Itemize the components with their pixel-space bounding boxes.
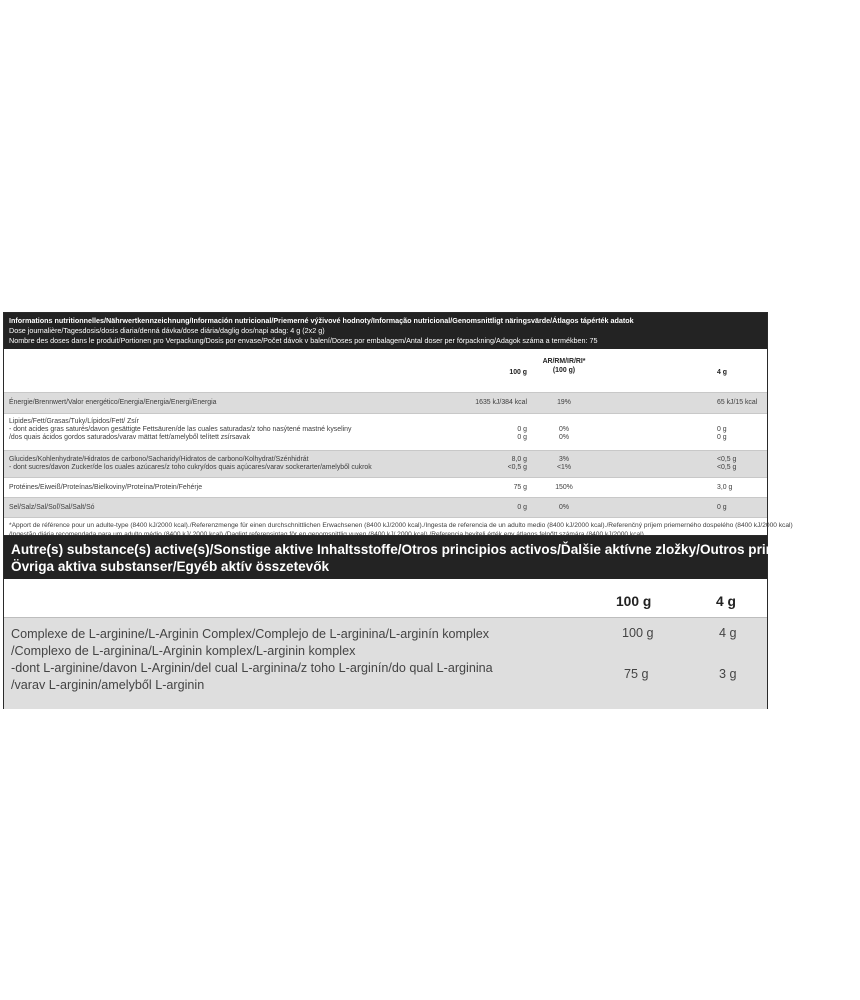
- value-ref: 150%: [555, 484, 573, 491]
- col-reference: AR/RM/IR/RI*: [542, 358, 586, 365]
- value-4g-sub: <0,5 g: [717, 464, 737, 471]
- value-4g: 0 g: [717, 504, 727, 511]
- row-sublabel: - dont acides gras saturés/davon gesättigte Fettsäuren/de las cuales saturadas/z toho nasýtené mastné kyseliny: [9, 426, 352, 433]
- row-carbs: [4, 450, 767, 477]
- value-100g: 75 g: [513, 484, 527, 491]
- substance-sub-label: -dont L-arginine/davon L-Arginin/del cual L-arginina/z toho L-arginín/do qual L-arginina: [11, 661, 493, 675]
- active-substances-header: [4, 536, 860, 579]
- value-4g: 4 g: [719, 626, 737, 640]
- nutrition-column-header: [4, 349, 767, 392]
- col-per100: 100 g: [509, 369, 527, 376]
- value-ref: 0%: [559, 426, 569, 433]
- active-title-line: Autre(s) substance(s) active(s)/Sonstige aktive Inhaltsstoffe/Otros principios activos/Ďalšie aktívne zložky/Outros princípios ativos/: [11, 542, 860, 557]
- substance-sub-label-cont: /varav L-arginin/amelyből L-arginin: [11, 678, 205, 692]
- col-per100: 100 g: [616, 594, 652, 609]
- servings-count: Nombre des doses dans le produit/Portionen pro Verpackung/Dosis por envase/Počet dávok v balení/Doses por embalagem/Antal doser per förpackning/Adagok száma a termékben: 75: [9, 336, 598, 345]
- value-100g-sub: 75 g: [624, 667, 649, 681]
- row-protein: [4, 477, 767, 497]
- value-100g: 100 g: [622, 626, 654, 640]
- row-fat: [4, 413, 767, 450]
- value-4g: <0,5 g: [717, 456, 737, 463]
- value-4g-sub: 0 g: [717, 434, 727, 441]
- active-substances-row: [4, 618, 767, 709]
- active-title-line: Övriga aktiva substanser/Egyéb aktív összetevők: [11, 559, 330, 574]
- daily-dose: Dose journalière/Tagesdosis/dosis diaria/denná dávka/dose diária/daglig dos/napi adag: 4 g (2x2 g): [9, 326, 325, 335]
- substance-label-cont: /Complexo de L-arginina/L-Arginin komplex/L-arginin komplex: [11, 644, 356, 658]
- row-energy: [4, 392, 767, 413]
- value-4g: 0 g: [717, 426, 727, 433]
- active-substances-table: [3, 535, 860, 709]
- value-100g: 0 g: [517, 504, 527, 511]
- active-column-header: [4, 579, 767, 618]
- value-100g: 8,0 g: [511, 456, 527, 463]
- value-100g: 0 g: [517, 426, 527, 433]
- nutrition-title: Informations nutritionnelles/Nährwertkennzeichnung/Información nutricional/Priemerné výživové hodnoty/Informação nutricional/Genomsnittligt näringsvärde/Átlagos tápérték adatok: [9, 316, 634, 325]
- value-100g-sub: 0 g: [517, 434, 527, 441]
- row-sublabel: - dont sucres/davon Zucker/de los cuales azúcares/z toho cukry/dos quais açúcares/varav sockerarter/amelyből cukrok: [9, 464, 372, 471]
- value-ref-sub: 0%: [559, 434, 569, 441]
- col-reference-sub: (100 g): [552, 367, 576, 374]
- value-ref: 3%: [559, 456, 569, 463]
- value-ref: 19%: [557, 399, 571, 406]
- value-100g: 1635 kJ/384 kcal: [475, 399, 527, 406]
- row-label: Glucides/Kohlenhydrate/Hidratos de carbono/Sacharidy/Hidratos de carbono/Kolhydrat/Szénhidrát: [9, 456, 309, 463]
- row-salt: [4, 497, 767, 517]
- col-per4: 4 g: [717, 369, 727, 376]
- row-sublabel-cont: /dos quais ácidos gordos saturados/varav mättat fett/amelyből telített zsírsavak: [9, 434, 250, 441]
- value-ref: 0%: [559, 504, 569, 511]
- nutrition-header: [4, 313, 767, 349]
- nutrition-table: [3, 312, 793, 549]
- row-label: Protéines/Eiweiß/Proteínas/Bielkoviny/Proteína/Protein/Fehérje: [9, 484, 203, 491]
- row-label: Lipides/Fett/Grasas/Tuky/Lípidos/Fett/ Zsír: [9, 418, 139, 425]
- col-per4: 4 g: [716, 594, 736, 609]
- row-label: Sel/Salz/Sal/Soľ/Sal/Salt/Só: [9, 504, 95, 511]
- substance-label: Complexe de L-arginine/L-Arginin Complex/Complejo de L-arginina/L-arginín komplex: [11, 627, 490, 641]
- value-4g: 65 kJ/15 kcal: [717, 399, 758, 406]
- value-4g: 3,0 g: [717, 484, 733, 491]
- value-4g-sub: 3 g: [719, 667, 737, 681]
- value-100g-sub: <0,5 g: [507, 464, 527, 471]
- row-label: Énergie/Brennwert/Valor energético/Energia/Energia/Energi/Energia: [9, 399, 217, 406]
- value-ref-sub: <1%: [557, 464, 571, 471]
- note-line: *Apport de référence pour un adulte-type (8400 kJ/2000 kcal)./Referenzmenge für einen durchschnittlichen Erwachsenen (8400 kJ/2000 kcal)./Ingesta de referencia de un adulto medio (8400 kJ/2000 kcal)./Referenčný príjem priemerného dospelého (8400 kJ/2000 kcal): [9, 522, 793, 529]
